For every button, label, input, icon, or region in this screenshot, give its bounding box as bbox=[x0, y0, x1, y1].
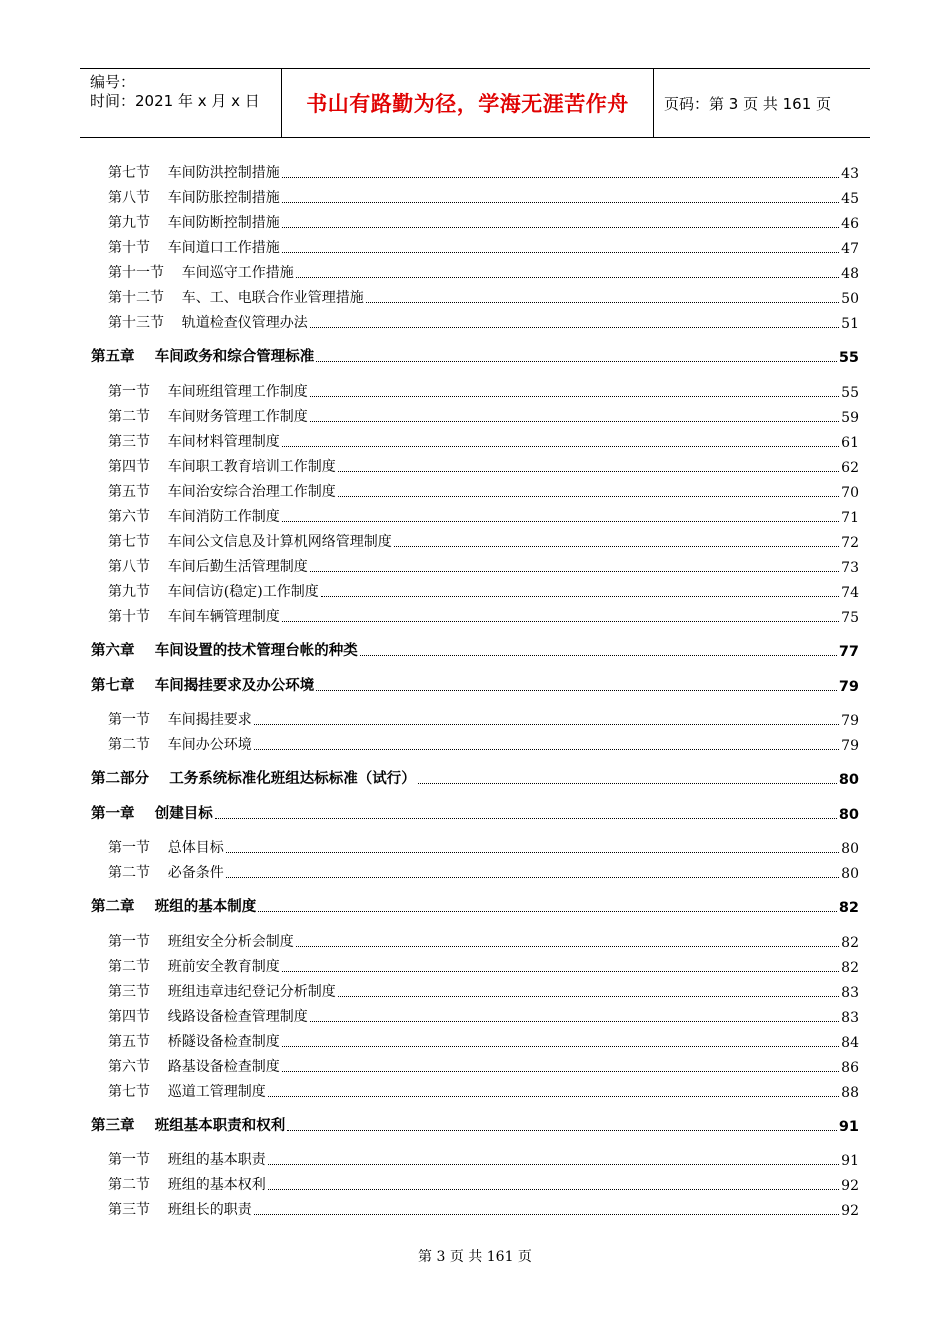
toc-dot-leader bbox=[282, 214, 839, 228]
toc-entry-page-number: 61 bbox=[841, 435, 859, 451]
toc-entry-title: 第十二节 车、工、电联合作业管理措施 bbox=[108, 290, 364, 306]
toc-entry-title: 第七节 车间公文信息及计算机网络管理制度 bbox=[108, 534, 392, 550]
toc-section-entry bbox=[0, 931, 950, 951]
toc-entry-page-number: 82 bbox=[841, 935, 859, 951]
toc-chapter-entry bbox=[0, 1115, 950, 1135]
toc-dot-leader bbox=[316, 677, 837, 691]
header-meta bbox=[80, 69, 282, 137]
toc-entry-title: 第八节 车间防胀控制措施 bbox=[108, 190, 280, 206]
toc-dot-leader bbox=[418, 770, 837, 784]
toc-entry-title: 第四节 线路设备检查管理制度 bbox=[108, 1009, 308, 1025]
toc-section-entry bbox=[0, 187, 950, 207]
toc-dot-leader bbox=[215, 805, 837, 819]
toc-section-entry bbox=[0, 456, 950, 476]
toc-entry-title: 第六节 车间消防工作制度 bbox=[108, 509, 280, 525]
toc-entry-title: 第十三节 轨道检查仪管理办法 bbox=[108, 315, 308, 331]
toc-dot-leader bbox=[282, 433, 839, 447]
toc-dot-leader bbox=[296, 933, 839, 947]
toc-entry-page-number: 71 bbox=[841, 510, 859, 526]
toc-entry-title: 第六节 路基设备检查制度 bbox=[108, 1059, 280, 1075]
toc-chapter-entry bbox=[0, 346, 950, 366]
toc-chapter-entry bbox=[0, 640, 950, 660]
toc-dot-leader bbox=[338, 458, 839, 472]
toc-dot-leader bbox=[310, 558, 839, 572]
toc-section-entry bbox=[0, 531, 950, 551]
toc-entry-page-number: 86 bbox=[841, 1060, 859, 1076]
toc-chapter-entry bbox=[0, 896, 950, 916]
toc-entry-title: 第一节 班组的基本职责 bbox=[108, 1152, 266, 1168]
toc-chapter-entry bbox=[0, 768, 950, 788]
toc-entry-title: 第一章 创建目标 bbox=[91, 806, 213, 822]
page-footer: 第 3 页 共 161 页 bbox=[418, 1249, 532, 1265]
toc-section-entry bbox=[0, 381, 950, 401]
toc-section-entry bbox=[0, 837, 950, 857]
toc-entry-page-number: 47 bbox=[841, 241, 859, 257]
toc-entry-title: 第二章 班组的基本制度 bbox=[91, 899, 257, 915]
toc-dot-leader bbox=[268, 1176, 839, 1190]
toc-dot-leader bbox=[254, 1201, 839, 1215]
toc-entry-title: 第二节 必备条件 bbox=[108, 865, 224, 881]
toc-section-entry bbox=[0, 1081, 950, 1101]
toc-dot-leader bbox=[316, 348, 837, 362]
toc-dot-leader bbox=[282, 189, 839, 203]
toc-entry-title: 第七节 车间防洪控制措施 bbox=[108, 165, 280, 181]
toc-entry-page-number: 82 bbox=[838, 900, 859, 916]
toc-section-entry bbox=[0, 1031, 950, 1051]
toc-entry-page-number: 92 bbox=[841, 1178, 859, 1194]
toc-entry-page-number: 73 bbox=[841, 560, 859, 576]
toc-dot-leader bbox=[296, 264, 839, 278]
header-motto bbox=[282, 69, 654, 137]
toc-dot-leader bbox=[282, 164, 839, 178]
toc-dot-leader bbox=[394, 533, 839, 547]
toc-entry-page-number: 46 bbox=[841, 216, 859, 232]
toc-entry-title: 第三节 车间材料管理制度 bbox=[108, 434, 280, 450]
toc-dot-leader bbox=[366, 289, 839, 303]
toc-dot-leader bbox=[254, 736, 839, 750]
toc-entry-page-number: 79 bbox=[841, 713, 859, 729]
toc-section-entry bbox=[0, 734, 950, 754]
toc-dot-leader bbox=[282, 1058, 839, 1072]
toc-section-entry bbox=[0, 406, 950, 426]
toc-section-entry bbox=[0, 1199, 950, 1219]
toc-entry-title: 第五节 车间治安综合治理工作制度 bbox=[108, 484, 336, 500]
toc-chapter-entry bbox=[0, 803, 950, 823]
toc-entry-page-number: 84 bbox=[841, 1035, 859, 1051]
toc-dot-leader bbox=[282, 958, 839, 972]
toc-dot-leader bbox=[226, 839, 839, 853]
toc-dot-leader bbox=[338, 483, 839, 497]
toc-dot-leader bbox=[268, 1151, 839, 1165]
toc-dot-leader bbox=[282, 508, 839, 522]
toc-entry-page-number: 79 bbox=[838, 679, 859, 695]
toc-entry-page-number: 75 bbox=[841, 610, 859, 626]
toc-dot-leader bbox=[287, 1117, 837, 1131]
toc-entry-title: 第七章 车间揭挂要求及办公环境 bbox=[91, 678, 315, 694]
toc-entry-page-number: 70 bbox=[841, 485, 859, 501]
toc-entry-title: 第十一节 车间巡守工作措施 bbox=[108, 265, 294, 281]
toc-entry-title: 第六章 车间设置的技术管理台帐的种类 bbox=[91, 643, 358, 659]
toc-entry-title: 第一节 车间揭挂要求 bbox=[108, 712, 252, 728]
toc-section-entry bbox=[0, 1056, 950, 1076]
toc-dot-leader bbox=[310, 383, 839, 397]
toc-dot-leader bbox=[360, 642, 837, 656]
toc-entry-page-number: 74 bbox=[841, 585, 859, 601]
toc-dot-leader bbox=[226, 864, 839, 878]
toc-entry-page-number: 43 bbox=[841, 166, 859, 182]
toc-section-entry bbox=[0, 312, 950, 332]
toc-entry-page-number: 55 bbox=[838, 350, 859, 366]
toc-dot-leader bbox=[282, 608, 839, 622]
toc-section-entry bbox=[0, 431, 950, 451]
toc-entry-title: 第四节 车间职工教育培训工作制度 bbox=[108, 459, 336, 475]
toc-entry-page-number: 50 bbox=[841, 291, 859, 307]
motto-text: 书山有路勤为径，学海无涯苦作舟 bbox=[306, 92, 629, 116]
toc-entry-page-number: 83 bbox=[841, 1010, 859, 1026]
toc-entry-page-number: 80 bbox=[838, 772, 859, 788]
toc-entry-page-number: 80 bbox=[841, 866, 859, 882]
toc-entry-title: 第三章 班组基本职责和权利 bbox=[91, 1118, 286, 1134]
toc-dot-leader bbox=[258, 898, 837, 912]
toc-entry-title: 第二部分 工务系统标准化班组达标标准（试行） bbox=[91, 771, 416, 787]
toc-dot-leader bbox=[268, 1083, 839, 1097]
toc-entry-title: 第一节 班组安全分析会制度 bbox=[108, 934, 294, 950]
toc-entry-title: 第十节 车间车辆管理制度 bbox=[108, 609, 280, 625]
toc-entry-page-number: 48 bbox=[841, 266, 859, 282]
toc-section-entry bbox=[0, 981, 950, 1001]
document-date-label: 时间：2021 年 x 月 x 日 bbox=[90, 92, 260, 110]
toc-dot-leader bbox=[321, 583, 839, 597]
toc-section-entry bbox=[0, 212, 950, 232]
toc-entry-title: 第九节 车间防断控制措施 bbox=[108, 215, 280, 231]
toc-section-entry bbox=[0, 287, 950, 307]
toc-entry-title: 第十节 车间道口工作措施 bbox=[108, 240, 280, 256]
toc-section-entry bbox=[0, 262, 950, 282]
toc-dot-leader bbox=[338, 983, 839, 997]
toc-entry-title: 第二节 班组的基本权利 bbox=[108, 1177, 266, 1193]
toc-chapter-entry bbox=[0, 675, 950, 695]
toc-entry-page-number: 77 bbox=[838, 644, 859, 660]
toc-entry-title: 第三节 班组长的职责 bbox=[108, 1202, 252, 1218]
toc-entry-page-number: 45 bbox=[841, 191, 859, 207]
toc-entry-title: 第一节 总体目标 bbox=[108, 840, 224, 856]
toc-section-entry bbox=[0, 1174, 950, 1194]
toc-section-entry bbox=[0, 1149, 950, 1169]
toc-dot-leader bbox=[282, 239, 839, 253]
toc-entry-page-number: 51 bbox=[841, 316, 859, 332]
toc-entry-page-number: 91 bbox=[841, 1153, 859, 1169]
document-number-label: 编号： bbox=[90, 73, 136, 91]
toc-dot-leader bbox=[310, 314, 839, 328]
toc-entry-page-number: 59 bbox=[841, 410, 859, 426]
page-header bbox=[80, 68, 870, 138]
toc-entry-page-number: 62 bbox=[841, 460, 859, 476]
toc-entry-title: 第二节 班前安全教育制度 bbox=[108, 959, 280, 975]
header-page-info: 页码：第 3 页 共 161 页 bbox=[664, 94, 832, 113]
toc-section-entry bbox=[0, 556, 950, 576]
toc-dot-leader bbox=[254, 711, 839, 725]
toc-section-entry bbox=[0, 862, 950, 882]
toc-section-entry bbox=[0, 162, 950, 182]
toc-entry-title: 第五章 车间政务和综合管理标准 bbox=[91, 349, 315, 365]
toc-entry-page-number: 80 bbox=[841, 841, 859, 857]
toc-entry-title: 第二节 车间财务管理工作制度 bbox=[108, 409, 308, 425]
toc-section-entry bbox=[0, 581, 950, 601]
toc-entry-page-number: 83 bbox=[841, 985, 859, 1001]
toc-dot-leader bbox=[282, 1033, 839, 1047]
toc-entry-page-number: 82 bbox=[841, 960, 859, 976]
toc-entry-page-number: 92 bbox=[841, 1203, 859, 1219]
toc-entry-title: 第七节 巡道工管理制度 bbox=[108, 1084, 266, 1100]
toc-section-entry bbox=[0, 606, 950, 626]
toc-entry-title: 第二节 车间办公环境 bbox=[108, 737, 252, 753]
toc-section-entry bbox=[0, 481, 950, 501]
toc-entry-page-number: 55 bbox=[841, 385, 859, 401]
toc-entry-page-number: 88 bbox=[841, 1085, 859, 1101]
toc-section-entry bbox=[0, 956, 950, 976]
toc-entry-page-number: 79 bbox=[841, 738, 859, 754]
toc-entry-page-number: 80 bbox=[838, 807, 859, 823]
toc-section-entry bbox=[0, 237, 950, 257]
toc-entry-page-number: 72 bbox=[841, 535, 859, 551]
toc-section-entry bbox=[0, 506, 950, 526]
toc-entry-title: 第三节 班组违章违纪登记分析制度 bbox=[108, 984, 336, 1000]
toc-section-entry bbox=[0, 709, 950, 729]
toc-entry-title: 第八节 车间后勤生活管理制度 bbox=[108, 559, 308, 575]
toc-entry-page-number: 91 bbox=[838, 1119, 859, 1135]
toc-entry-title: 第五节 桥隧设备检查制度 bbox=[108, 1034, 280, 1050]
toc-dot-leader bbox=[310, 408, 839, 422]
toc-entry-title: 第九节 车间信访(稳定)工作制度 bbox=[108, 584, 319, 600]
toc-dot-leader bbox=[310, 1008, 839, 1022]
toc-section-entry bbox=[0, 1006, 950, 1026]
toc-entry-title: 第一节 车间班组管理工作制度 bbox=[108, 384, 308, 400]
